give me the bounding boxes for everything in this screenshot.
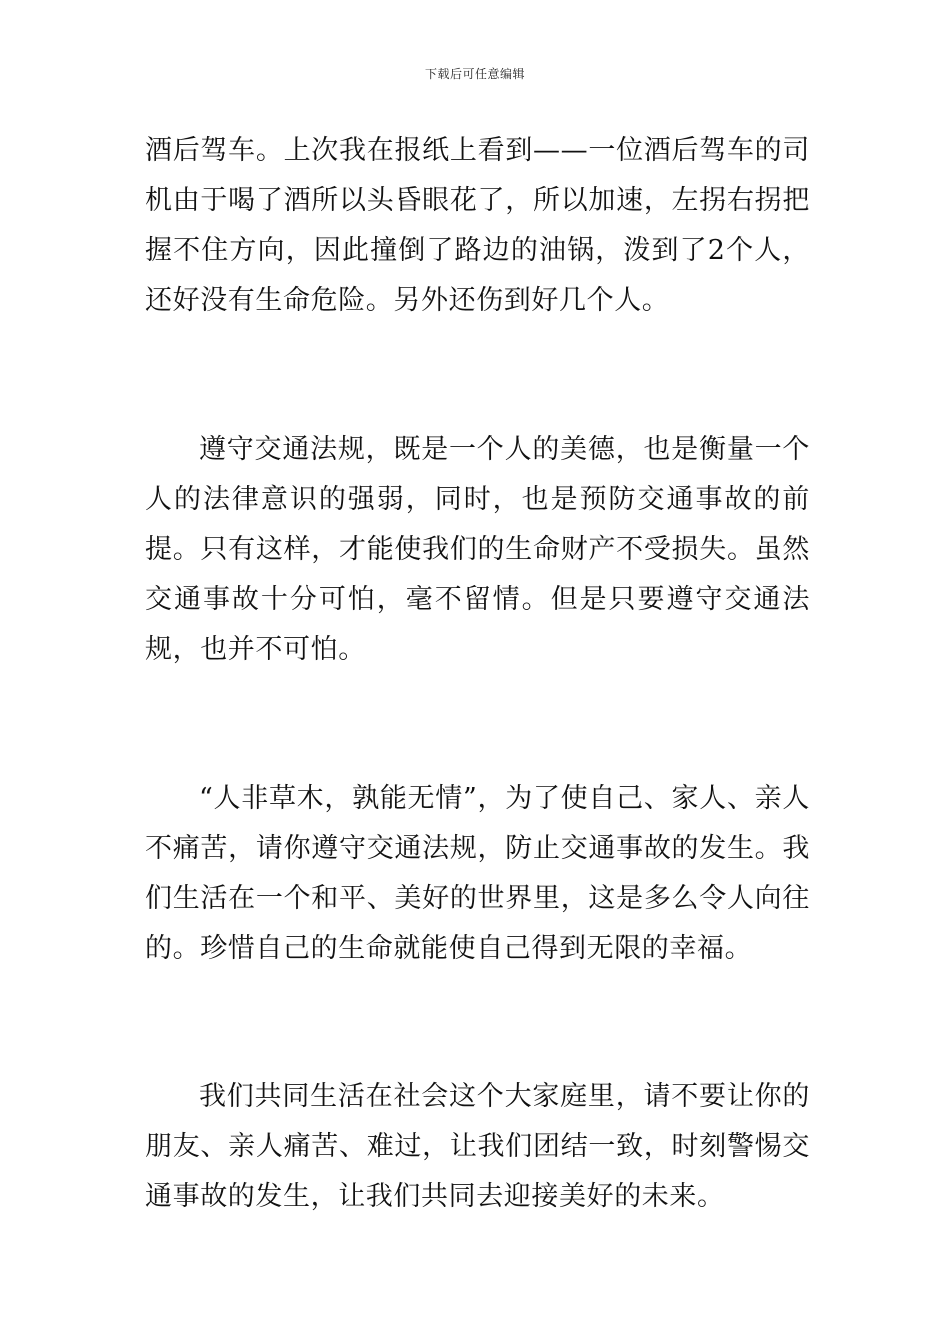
body-paragraph-4: 我们共同生活在社会这个大家庭里，请不要让你的朋友、亲人痛苦、难过，让我们团结一致，时刻警惕交通事故的发生，让我们共同去迎接美好的未来。 — [145, 1081, 810, 1212]
body-paragraph-1: 酒后驾车。上次我在报纸上看到——一位酒后驾车的司机由于喝了酒所以头昏眼花了，所以加速，左拐右拐把握不住方向，因此撞倒了路边的油锅，泼到了2个人，还好没有生命危险。另外还伤到好几个人。 — [145, 135, 810, 316]
body-paragraph-3: “人非草木，孰能无情”，为了使自己、家人、亲人不痛苦，请你遵守交通法规，防止交通事故的发生。我们生活在一个和平、美好的世界里，这是多么令人向往的。珍惜自己的生命就能使自己得到无限的幸福。 — [145, 783, 810, 964]
body-paragraph-2: 遵守交通法规，既是一个人的美德，也是衡量一个人的法律意识的强弱，同时，也是预防交通事故的前提。只有这样，才能使我们的生命财产不受损失。虽然交通事故十分可怕，毫不留情。但是只要遵守交通法规，也并不可怕。 — [145, 434, 810, 665]
page-header-note: 下载后可任意编辑 — [424, 67, 525, 81]
